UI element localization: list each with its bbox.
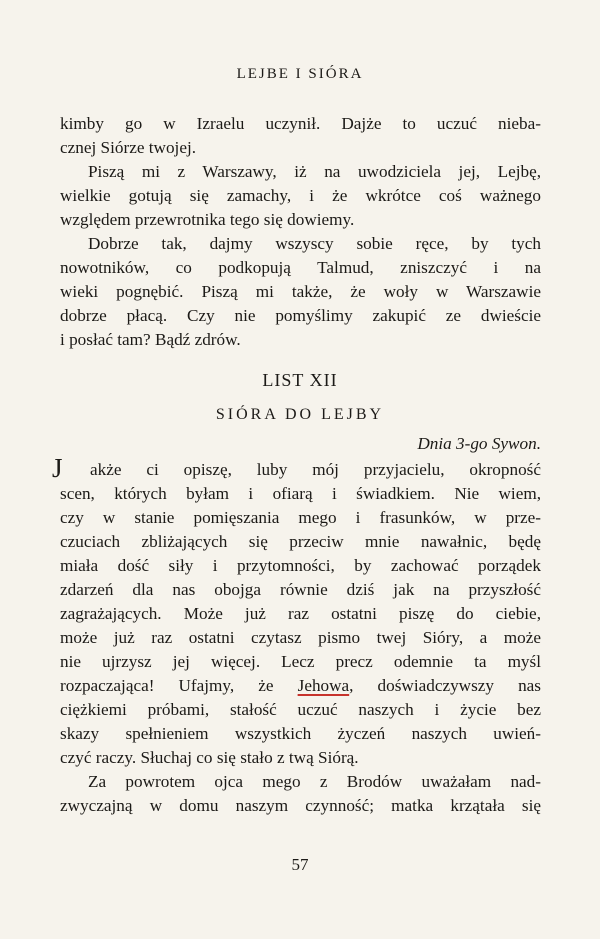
text-line: wielkie gotują się zamachy, i że wkrótce coś ważnego (60, 186, 541, 205)
text-line: zwyczajną w domu naszym czynność; matka krzątała się (60, 796, 541, 815)
text-line: względem przewrotnika tego się dowiemy. (60, 210, 355, 229)
text-line: Piszą mi z Warszawy, iż na uwodziciela jej, Lejbę, (88, 162, 541, 181)
text-line: może już raz ostatni czytasz pismo twej Sióry, a może (60, 628, 541, 647)
text-line: akże ci opiszę, luby mój przyjacielu, okropność (90, 460, 541, 479)
page-number: 57 (291, 855, 309, 874)
text-line: nie ujrzysz jej więcej. Lecz precz odemnie ta myśl (60, 652, 541, 671)
text-line: zagrażających. Może już raz ostatni piszę do ciebie, (60, 604, 541, 623)
text-segment: , doświadczywszy nas (349, 676, 541, 695)
text-line: ciężkiemi próbami, stałość uczuć naszych i życie bez (60, 700, 541, 719)
text-line: miała dość siły i przytomności, by zachować porządek (60, 556, 541, 575)
text-segment: rozpaczająca! Ufajmy, że (60, 676, 274, 695)
text-line: czy w stanie pomięszania mego i frasunków, w prze- (60, 508, 541, 527)
text-line: cznej Siórze twojej. (60, 138, 197, 157)
date-line: Dnia 3-go Sywon. (417, 434, 541, 453)
text-line: scen, których byłam i ofiarą i świadkiem. Nie wiem, (60, 484, 541, 503)
running-head: LEJBE I SIÓRA (236, 66, 364, 82)
letter-subheading: SIÓRA DO LEJBY (215, 406, 385, 423)
highlighted-word: Jehowa (297, 676, 350, 695)
letter-heading: LIST XII (262, 370, 338, 390)
text-line: skazy spełnieniem wszystkich życzeń naszych uwień- (60, 724, 541, 743)
text-line: czuciach zbliżających się przeciw mnie nawałnic, będę (60, 532, 541, 551)
text-line: nowotników, co podkopują Talmud, zniszczyć i na (60, 258, 541, 277)
text-line: Dobrze tak, dajmy wszyscy sobie ręce, by tych (88, 234, 541, 253)
text-line: wieki pognębić. Piszą mi także, że woły w Warszawie (60, 282, 541, 301)
text-line (60, 674, 541, 698)
text-line: kimby go w Izraelu uczynił. Dajże to uczuć nieba- (60, 114, 541, 133)
text-line: czyć raczy. Słuchaj co się stało z twą Siórą. (60, 748, 359, 767)
text-line: i posłać tam? Bądź zdrów. (60, 330, 241, 349)
drop-letter: J (52, 453, 63, 483)
text-line: zdarzeń dla nas obojga równie dziś jak na przyszłość (60, 580, 541, 599)
text-line: dobrze płacą. Czy nie pomyślimy zakupić ze dwieście (60, 306, 541, 325)
text-line: Za powrotem ojca mego z Brodów uważałam nad- (88, 772, 541, 791)
